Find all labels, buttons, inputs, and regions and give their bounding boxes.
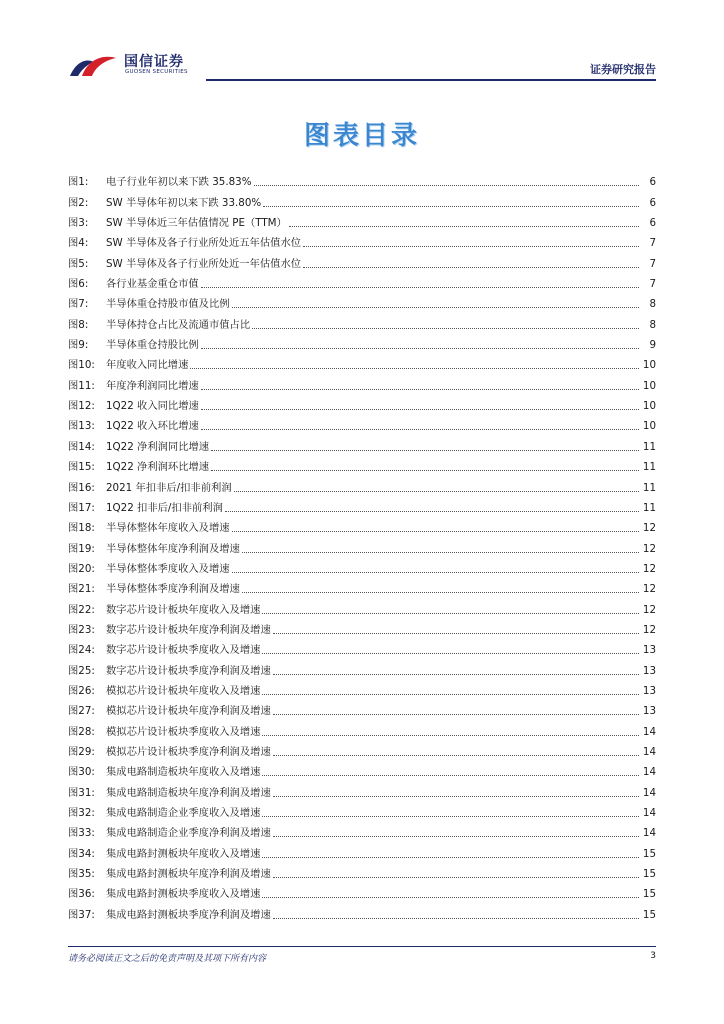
toc-figure-label: 图28: — [68, 725, 95, 738]
toc-page-number: 15 — [642, 908, 656, 921]
toc-dot-leader — [262, 613, 639, 614]
figure-list — [68, 169, 656, 922]
toc-figure-title: 半导体整体季度收入及增速 — [106, 562, 230, 575]
toc-figure-title: 1Q22 扣非后/扣非前利润 — [106, 501, 223, 514]
toc-page-number: 12 — [642, 562, 656, 575]
toc-figure-title: 半导体重仓持股市值及比例 — [106, 298, 230, 311]
toc-figure-title: 各行业基金重仓市值 — [106, 278, 199, 291]
toc-dot-leader — [262, 694, 639, 695]
toc-figure-label: 图6: — [68, 278, 89, 291]
toc-figure-label: 图21: — [68, 583, 95, 596]
toc-figure-label: 图27: — [68, 705, 95, 718]
toc-page-number: 12 — [642, 542, 656, 555]
toc-page-number: 15 — [642, 868, 656, 881]
toc-dot-leader — [262, 857, 639, 858]
toc-dot-leader — [242, 592, 639, 593]
toc-entry[interactable] — [68, 718, 656, 738]
toc-figure-label: 图35: — [68, 868, 95, 881]
toc-entry[interactable] — [68, 779, 656, 799]
toc-page-number: 12 — [642, 623, 656, 636]
toc-figure-title: SW 半导体及各子行业所处近一年估值水位 — [106, 257, 302, 270]
toc-dot-leader — [262, 897, 639, 898]
toc-dot-leader — [262, 816, 639, 817]
toc-figure-label: 图26: — [68, 684, 95, 697]
brand-name-cn: 国信证券 — [124, 54, 184, 70]
toc-figure-label: 图31: — [68, 786, 95, 799]
toc-entry[interactable] — [68, 515, 656, 535]
toc-entry[interactable] — [68, 657, 656, 677]
toc-figure-label: 图9: — [68, 339, 89, 352]
toc-figure-title: 半导体持仓占比及流通市值占比 — [106, 318, 251, 331]
toc-page-number: 14 — [642, 725, 656, 738]
toc-entry[interactable] — [68, 535, 656, 555]
toc-figure-label: 图23: — [68, 623, 95, 636]
toc-page-number: 10 — [642, 359, 656, 372]
toc-figure-label: 图19: — [68, 542, 95, 555]
page-header — [68, 48, 656, 82]
toc-dot-leader — [262, 775, 639, 776]
toc-figure-title: SW 半导体及各子行业所处近五年估值水位 — [106, 237, 302, 250]
toc-dot-leader — [273, 674, 639, 675]
toc-entry[interactable] — [68, 637, 656, 657]
toc-page-number: 8 — [649, 298, 656, 311]
toc-dot-leader — [232, 572, 639, 573]
toc-page-number: 7 — [649, 257, 656, 270]
toc-figure-label: 图4: — [68, 237, 89, 250]
toc-figure-title: 模拟芯片设计板块年度收入及增速 — [106, 684, 261, 697]
page-number: 3 — [650, 951, 656, 961]
toc-entry[interactable] — [68, 576, 656, 596]
toc-figure-label: 图24: — [68, 644, 95, 657]
toc-dot-leader — [263, 206, 639, 207]
toc-entry[interactable] — [68, 617, 656, 637]
toc-figure-label: 图33: — [68, 827, 95, 840]
toc-entry[interactable] — [68, 901, 656, 921]
toc-figure-label: 图2: — [68, 196, 89, 209]
toc-figure-title: 半导体整体年度净利润及增速 — [106, 542, 240, 555]
toc-page-number: 10 — [642, 379, 656, 392]
toc-page-number: 10 — [642, 420, 656, 433]
toc-entry[interactable] — [68, 189, 656, 209]
toc-figure-title: SW 半导体年初以来下跌 33.80% — [106, 196, 262, 209]
toc-figure-title: 数字芯片设计板块季度收入及增速 — [106, 644, 261, 657]
toc-figure-title: 数字芯片设计板块季度净利润及增速 — [106, 664, 271, 677]
toc-dot-leader — [303, 267, 639, 268]
toc-figure-label: 图13: — [68, 420, 95, 433]
toc-figure-title: 集成电路制造板块年度收入及增速 — [106, 766, 261, 779]
toc-page-number: 6 — [649, 196, 656, 209]
toc-figure-label: 图10: — [68, 359, 95, 372]
toc-figure-label: 图29: — [68, 745, 95, 758]
guosen-logo-mark-icon — [68, 52, 118, 78]
toc-figure-title: 2021 年扣非后/扣非前利润 — [106, 481, 232, 494]
toc-figure-title: 数字芯片设计板块年度收入及增速 — [106, 603, 261, 616]
toc-dot-leader — [262, 653, 639, 654]
toc-page-number: 11 — [642, 481, 656, 494]
toc-page-number: 13 — [642, 644, 656, 657]
toc-dot-leader — [211, 450, 639, 451]
toc-dot-leader — [190, 368, 639, 369]
toc-figure-title: 1Q22 净利润环比增速 — [106, 461, 210, 474]
toc-figure-label: 图8: — [68, 318, 89, 331]
toc-page-number: 12 — [642, 583, 656, 596]
toc-figure-label: 图12: — [68, 400, 95, 413]
toc-entry[interactable] — [68, 678, 656, 698]
toc-figure-label: 图37: — [68, 908, 95, 921]
toc-figure-label: 图16: — [68, 481, 95, 494]
toc-page-number: 8 — [649, 318, 656, 331]
toc-figure-title: 年度收入同比增速 — [106, 359, 189, 372]
toc-figure-title: 集成电路封测板块季度净利润及增速 — [106, 908, 271, 921]
toc-dot-leader — [225, 511, 639, 512]
toc-entry[interactable] — [68, 332, 656, 352]
toc-page-number: 11 — [642, 440, 656, 453]
toc-entry[interactable] — [68, 230, 656, 250]
toc-figure-label: 图11: — [68, 379, 95, 392]
toc-page-number: 12 — [642, 603, 656, 616]
toc-page-number: 13 — [642, 684, 656, 697]
toc-entry[interactable] — [68, 413, 656, 433]
toc-entry[interactable] — [68, 433, 656, 453]
toc-figure-title: 模拟芯片设计板块季度净利润及增速 — [106, 745, 271, 758]
toc-figure-label: 图25: — [68, 664, 95, 677]
toc-dot-leader — [273, 714, 639, 715]
toc-figure-title: 模拟芯片设计板块季度收入及增速 — [106, 725, 261, 738]
toc-dot-leader — [232, 531, 639, 532]
toc-entry[interactable] — [68, 169, 656, 189]
toc-entry[interactable] — [68, 556, 656, 576]
toc-entry[interactable] — [68, 495, 656, 515]
toc-entry[interactable] — [68, 372, 656, 392]
toc-dot-leader — [201, 287, 639, 288]
footer-divider — [68, 946, 656, 947]
toc-entry[interactable] — [68, 393, 656, 413]
brand-name-en: GUOSEN SECURITIES — [125, 69, 188, 75]
toc-page-number: 15 — [642, 888, 656, 901]
toc-page-number: 14 — [642, 766, 656, 779]
report-type: 证券研究报告 — [590, 63, 656, 76]
toc-page-number: 15 — [642, 847, 656, 860]
footer-disclaimer: 请务必阅读正文之后的免责声明及其项下所有内容 — [68, 954, 267, 964]
toc-entry[interactable] — [68, 454, 656, 474]
toc-figure-title: 1Q22 收入环比增速 — [106, 420, 199, 433]
toc-figure-label: 图15: — [68, 461, 95, 474]
toc-entry[interactable] — [68, 210, 656, 230]
toc-dot-leader — [273, 918, 639, 919]
toc-figure-label: 图32: — [68, 807, 95, 819]
toc-figure-title: 集成电路封测板块年度收入及增速 — [106, 847, 261, 860]
toc-entry[interactable] — [68, 840, 656, 860]
toc-page-number: 6 — [649, 176, 656, 189]
toc-figure-label: 图18: — [68, 522, 95, 535]
toc-figure-label: 图1: — [68, 176, 89, 189]
toc-figure-title: 半导体整体季度净利润及增速 — [106, 583, 240, 596]
toc-dot-leader — [201, 429, 639, 430]
toc-dot-leader — [211, 470, 639, 471]
toc-page-number: 13 — [642, 664, 656, 677]
toc-dot-leader — [303, 246, 639, 247]
toc-page-number: 6 — [649, 217, 656, 230]
toc-entry[interactable] — [68, 271, 656, 291]
toc-figure-title: SW 半导体近三年估值情况 PE（TTM） — [106, 217, 287, 230]
header-divider — [206, 79, 656, 81]
toc-entry[interactable] — [68, 820, 656, 840]
toc-page-number: 14 — [642, 745, 656, 758]
toc-dot-leader — [273, 796, 639, 797]
toc-dot-leader — [273, 755, 639, 756]
toc-dot-leader — [232, 307, 639, 308]
toc-figure-title: 模拟芯片设计板块年度净利润及增速 — [106, 705, 271, 718]
toc-page-number: 14 — [642, 807, 656, 819]
toc-figure-label: 图34: — [68, 847, 95, 860]
toc-dot-leader — [252, 328, 639, 329]
toc-entry[interactable] — [68, 596, 656, 616]
toc-figure-label: 图3: — [68, 217, 89, 230]
toc-figure-title: 集成电路制造板块年度净利润及增速 — [106, 786, 271, 799]
toc-figure-title: 半导体重仓持股比例 — [106, 339, 199, 352]
toc-entry[interactable] — [68, 474, 656, 494]
toc-page-number: 11 — [642, 461, 656, 474]
toc-page-number: 9 — [649, 339, 656, 352]
toc-dot-leader — [201, 389, 639, 390]
toc-figure-label: 图20: — [68, 562, 95, 575]
toc-entry[interactable] — [68, 861, 656, 881]
toc-page-number: 7 — [649, 278, 656, 291]
toc-page-number: 7 — [649, 237, 656, 250]
toc-dot-leader — [234, 491, 639, 492]
toc-figure-label: 图5: — [68, 257, 89, 270]
toc-entry[interactable] — [68, 291, 656, 311]
toc-figure-label: 图22: — [68, 603, 95, 616]
toc-figure-title: 集成电路制造企业季度净利润及增速 — [106, 827, 271, 840]
guosen-logo — [68, 48, 208, 82]
toc-entry[interactable] — [68, 739, 656, 759]
toc-figure-title: 集成电路封测板块年度净利润及增速 — [106, 868, 271, 881]
toc-page-number: 14 — [642, 827, 656, 840]
toc-figure-title: 数字芯片设计板块年度净利润及增速 — [106, 623, 271, 636]
toc-entry[interactable] — [68, 759, 656, 779]
toc-entry[interactable] — [68, 881, 656, 901]
toc-figure-title: 年度净利润同比增速 — [106, 379, 199, 392]
toc-figure-label: 图17: — [68, 501, 95, 514]
toc-entry[interactable] — [68, 800, 656, 820]
toc-entry[interactable] — [68, 250, 656, 270]
toc-dot-leader — [201, 348, 639, 349]
page-title: 图表目录 — [303, 121, 420, 151]
toc-figure-title: 1Q22 净利润同比增速 — [106, 440, 210, 453]
toc-dot-leader — [254, 185, 639, 186]
toc-figure-title: 半导体整体年度收入及增速 — [106, 522, 230, 535]
toc-dot-leader — [273, 633, 639, 634]
toc-figure-title: 集成电路封测板块季度收入及增速 — [106, 888, 261, 901]
toc-dot-leader — [201, 409, 639, 410]
toc-figure-label: 图7: — [68, 298, 89, 311]
toc-figure-title: 1Q22 收入同比增速 — [106, 400, 199, 413]
toc-page-number: 12 — [642, 522, 656, 535]
toc-figure-label: 图30: — [68, 766, 95, 779]
toc-dot-leader — [262, 735, 639, 736]
toc-entry[interactable] — [68, 352, 656, 372]
toc-page-number: 14 — [642, 786, 656, 799]
toc-page-number: 10 — [642, 400, 656, 413]
toc-page-number: 11 — [642, 501, 656, 514]
toc-dot-leader — [273, 877, 639, 878]
toc-figure-label: 图36: — [68, 888, 95, 901]
toc-figure-title: 集成电路制造企业季度收入及增速 — [106, 807, 261, 819]
toc-dot-leader — [273, 836, 639, 837]
toc-figure-title: 电子行业年初以来下跌 35.83% — [106, 176, 252, 189]
toc-figure-label: 图14: — [68, 440, 95, 453]
toc-page-number: 13 — [642, 705, 656, 718]
toc-dot-leader — [242, 552, 639, 553]
toc-dot-leader — [289, 226, 639, 227]
toc-entry[interactable] — [68, 311, 656, 331]
toc-entry[interactable] — [68, 698, 656, 718]
